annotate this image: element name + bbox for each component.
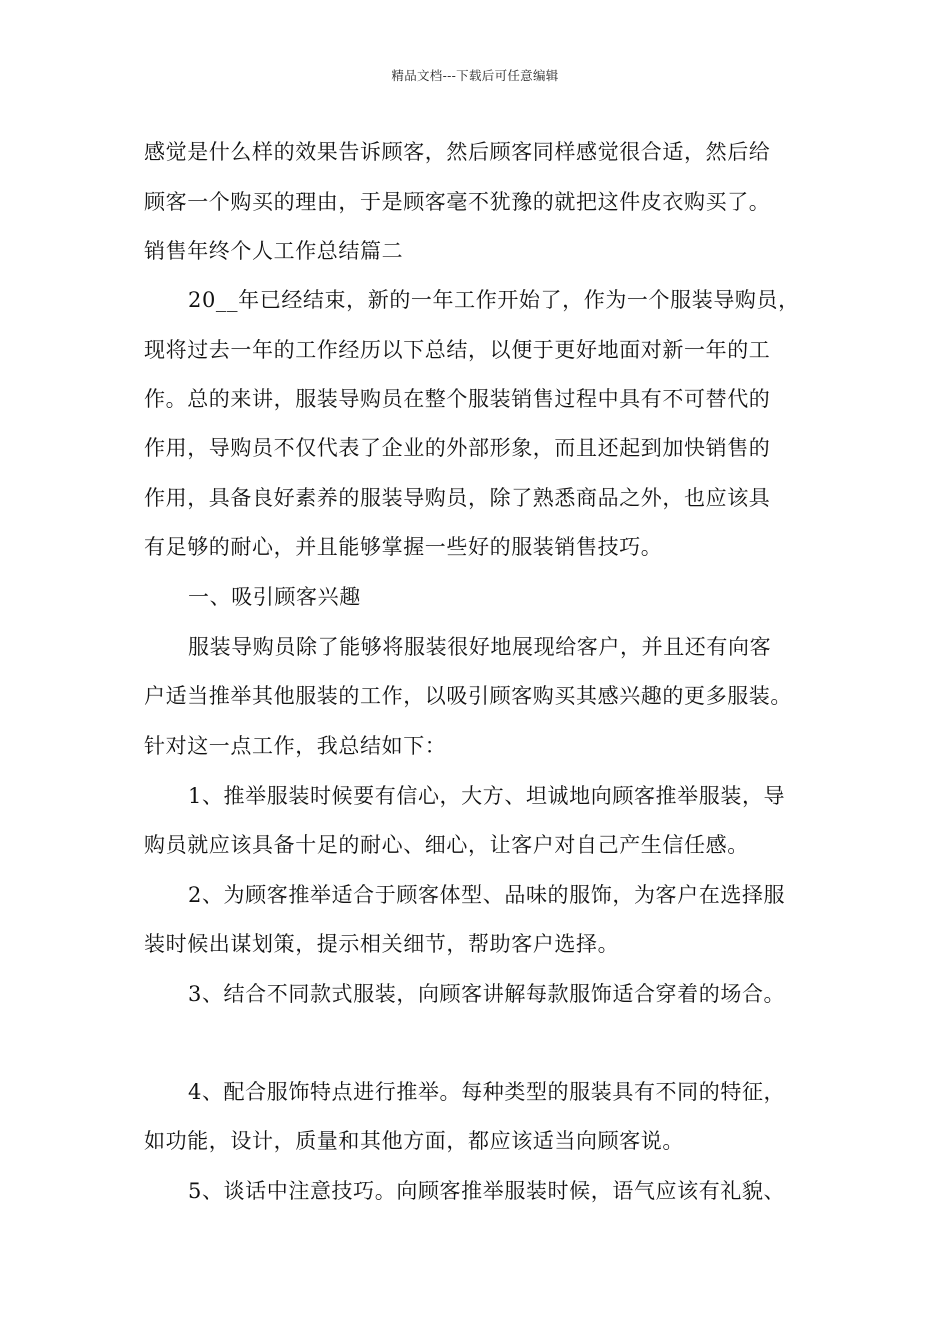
list-item: 1、推举服装时候要有信心，大方、坦诚地向顾客推举服装，导 bbox=[188, 784, 786, 808]
body-line: 现将过去一年的工作经历以下总结，以便于更好地面对新一年的工 bbox=[144, 338, 771, 362]
body-line: 20__年已经结束，新的一年工作开始了，作为一个服装导购员， bbox=[188, 288, 800, 312]
body-line: 作。总的来讲，服装导购员在整个服装销售过程中具有不可替代的 bbox=[144, 387, 771, 411]
list-item: 4、配合服饰特点进行推举。每种类型的服装具有不同的特征， bbox=[188, 1080, 786, 1104]
body-line: 感觉是什么样的效果告诉顾客，然后顾客同样感觉很合适，然后给 bbox=[144, 140, 771, 164]
section-heading: 销售年终个人工作总结篇二 bbox=[144, 239, 404, 263]
body-line: 服装导购员除了能够将服装很好地展现给客户，并且还有向客 bbox=[188, 635, 772, 659]
body-line: 作用，具备良好素养的服装导购员，除了熟悉商品之外，也应该具 bbox=[144, 486, 771, 510]
body-line: 有足够的耐心，并且能够掌握一些好的服装销售技巧。 bbox=[144, 535, 663, 559]
page-header: 精品文档---下载后可任意编辑 bbox=[391, 68, 559, 83]
body-line: 户适当推举其他服装的工作，以吸引顾客购买其感兴趣的更多服装。 bbox=[144, 684, 792, 708]
body-line: 顾客一个购买的理由，于是顾客毫不犹豫的就把这件皮衣购买了。 bbox=[144, 190, 771, 214]
list-item: 5、谈话中注意技巧。向顾客推举服装时候，语气应该有礼貌、 bbox=[188, 1179, 786, 1203]
list-item: 3、结合不同款式服装，向顾客讲解每款服饰适合穿着的场合。 bbox=[188, 982, 786, 1006]
body-line: 针对这一点工作，我总结如下： bbox=[144, 734, 447, 758]
body-line: 装时候出谋划策，提示相关细节，帮助客户选择。 bbox=[144, 932, 620, 956]
list-item: 2、为顾客推举适合于顾客体型、品味的服饰，为客户在选择服 bbox=[188, 883, 786, 907]
body-line: 如功能，设计，质量和其他方面，都应该适当向顾客说。 bbox=[144, 1129, 684, 1153]
body-line: 购员就应该具备十足的耐心、细心，让客户对自己产生信任感。 bbox=[144, 833, 749, 857]
subsection-heading: 一、吸引顾客兴趣 bbox=[188, 585, 361, 609]
body-line: 作用，导购员不仅代表了企业的外部形象，而且还起到加快销售的 bbox=[144, 436, 771, 460]
